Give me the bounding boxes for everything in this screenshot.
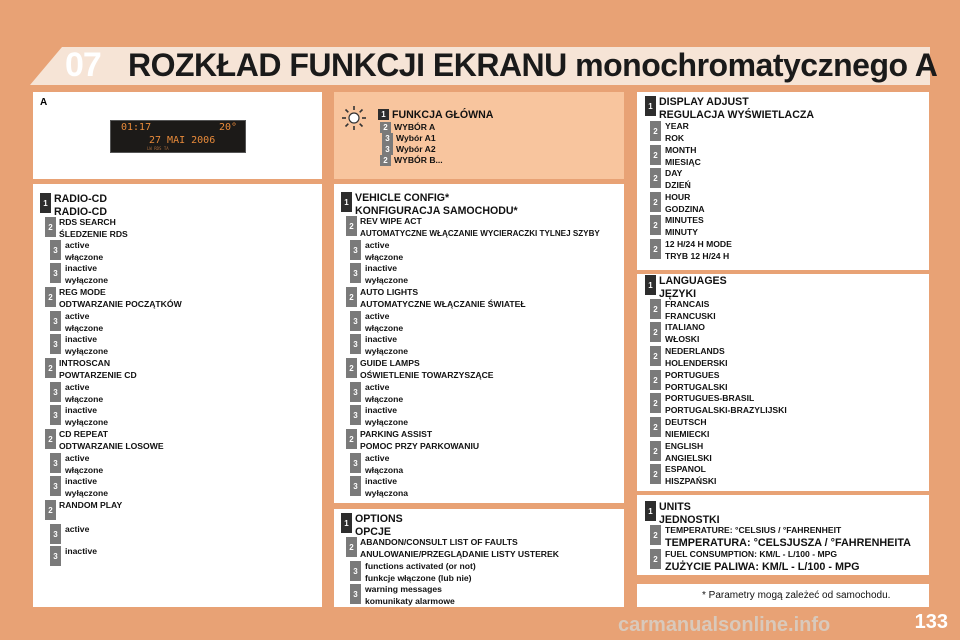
- main-item-3: 3 Wybór A2: [382, 144, 436, 156]
- watermark: carmanualsonline.info: [618, 614, 831, 636]
- vehicle-guide: 2 GUIDE LAMPS OŚWIETLENIE TOWARZYSZĄCE: [346, 358, 494, 381]
- radio-repeat-active: 3 active włączone: [50, 453, 103, 476]
- lcd-time: 01:17: [121, 122, 152, 133]
- main-function-title: 1 FUNKCJA GŁÓWNA: [378, 109, 493, 122]
- radio-rds-active: 3 active włączone: [50, 240, 103, 263]
- main-item-2: 3 Wybór A1: [382, 133, 436, 145]
- languages-title: 1 LANGUAGES JĘZYKI: [645, 275, 727, 300]
- radio-random-active: 3 active: [50, 524, 89, 544]
- main-item-1: 2 WYBÓR A: [380, 122, 435, 134]
- vehicle-lights-inactive: 3 inactive wyłączone: [350, 334, 408, 357]
- lcd-temperature: 20°: [219, 122, 238, 133]
- vehicle-lights-active: 3 active włączone: [350, 311, 403, 334]
- radio-rds: 2 RDS SEARCH ŚLEDZENIE RDS: [45, 217, 128, 240]
- chapter-number: 07: [65, 46, 101, 84]
- options-warnings: 3 warning messages komunikaty alarmowe: [350, 584, 455, 607]
- lcd-date: 27 MAI 2006: [149, 135, 216, 146]
- display-minutes: 2 MINUTES MINUTY: [650, 215, 704, 238]
- vehicle-title: 1 VEHICLE CONFIG* KONFIGURACJA SAMOCHODU*: [341, 192, 518, 217]
- lang-english: 2 ENGLISH ANGIELSKI: [650, 441, 712, 464]
- vehicle-park-active: 3 active włączona: [350, 453, 403, 476]
- vehicle-guide-active: 3 active włączone: [350, 382, 403, 405]
- display-mode: 2 12 H/24 H MODE TRYB 12 H/24 H: [650, 239, 732, 262]
- panel-a-label: A: [40, 97, 48, 108]
- lang-portugues: 2 PORTUGUES PORTUGALSKI: [650, 370, 728, 393]
- radio-intro: 2 INTROSCAN POWTARZENIE CD: [45, 358, 137, 381]
- radio-reg-inactive: 3 inactive wyłączone: [50, 334, 108, 357]
- vehicle-wipe-inactive: 3 inactive wyłączone: [350, 263, 408, 286]
- page-title: ROZKŁAD FUNKCJI EKRANU monochromatycznego A: [128, 47, 938, 83]
- options-functions: 3 functions activated (or not) funkcje włączone (lub nie): [350, 561, 476, 584]
- lang-francais: 2 FRANCAIS FRANCUSKI: [650, 299, 716, 322]
- options-faults: 2 ABANDON/CONSULT LIST OF FAULTS ANULOWANIE/PRZEGLĄDANIE LISTY USTEREK: [346, 537, 559, 560]
- units-temperature: 2 TEMPERATURE: °CELSIUS / °FAHRENHEIT TEMPERATURA: °CELSJUSZA / °FAHRENHEITA: [650, 525, 911, 549]
- display-year: 2 YEAR ROK: [650, 121, 689, 144]
- radio-intro-active: 3 active włączone: [50, 382, 103, 405]
- lcd-display: [110, 120, 246, 153]
- lang-italiano: 2 ITALIANO WŁOSKI: [650, 322, 705, 345]
- display-title: 1 DISPLAY ADJUST REGULACJA WYŚWIETLACZA: [645, 96, 814, 121]
- units-consumption: 2 FUEL CONSUMPTION: KM/L - L/100 - MPG ZUŻYCIE PALIWA: KM/L - L/100 - MPG: [650, 549, 860, 573]
- lang-espanol: 2 ESPANOL HISZPAŃSKI: [650, 464, 716, 487]
- lang-deutsch: 2 DEUTSCH NIEMIECKI: [650, 417, 709, 440]
- lang-portugues-brasil: 2 PORTUGUES-BRASIL PORTUGALSKI-BRAZYLIJSKI: [650, 393, 787, 416]
- vehicle-park-inactive: 3 inactive wyłączona: [350, 476, 408, 499]
- radio-reg: 2 REG MODE ODTWARZANIE POCZĄTKÓW: [45, 287, 182, 310]
- display-day: 2 DAY DZIEŃ: [650, 168, 691, 191]
- radio-repeat-inactive: 3 inactive wyłączone: [50, 476, 108, 499]
- radio-rds-inactive: 3 inactive wyłączone: [50, 263, 108, 286]
- footnote: * Parametry mogą zależeć od samochodu.: [702, 590, 891, 601]
- radio-random-inactive: 3 inactive: [50, 546, 97, 566]
- page-number: 133: [914, 611, 948, 633]
- options-title: 1 OPTIONS OPCJE: [341, 513, 403, 538]
- vehicle-lights: 2 AUTO LIGHTS AUTOMATYCZNE WŁĄCZANIE ŚWIATEŁ: [346, 287, 526, 310]
- vehicle-wipe: 2 REV WIPE ACT AUTOMATYCZNE WŁĄCZANIE WYCIERACZKI TYLNEJ SZYBY: [346, 216, 600, 239]
- display-month: 2 MONTH MIESIĄC: [650, 145, 701, 168]
- panel-main-function: [334, 92, 624, 179]
- display-hour: 2 HOUR GODZINA: [650, 192, 705, 215]
- radio-repeat: 2 CD REPEAT ODTWARZANIE LOSOWE: [45, 429, 164, 452]
- lcd-status-row: LW RDS TA: [147, 146, 169, 151]
- sun-icon: [341, 105, 367, 131]
- lang-nederlands: 2 NEDERLANDS HOLENDERSKI: [650, 346, 728, 369]
- radio-title: 1 RADIO-CD RADIO-CD: [40, 193, 107, 218]
- units-title: 1 UNITS JEDNOSTKI: [645, 501, 720, 526]
- radio-reg-active: 3 active włączone: [50, 311, 103, 334]
- vehicle-guide-inactive: 3 inactive wyłączone: [350, 405, 408, 428]
- vehicle-park: 2 PARKING ASSIST POMOC PRZY PARKOWANIU: [346, 429, 479, 452]
- main-item-4: 2 WYBÓR B...: [380, 155, 443, 167]
- radio-random: 2 RANDOM PLAY: [45, 500, 122, 520]
- vehicle-wipe-active: 3 active włączone: [350, 240, 403, 263]
- radio-intro-inactive: 3 inactive wyłączone: [50, 405, 108, 428]
